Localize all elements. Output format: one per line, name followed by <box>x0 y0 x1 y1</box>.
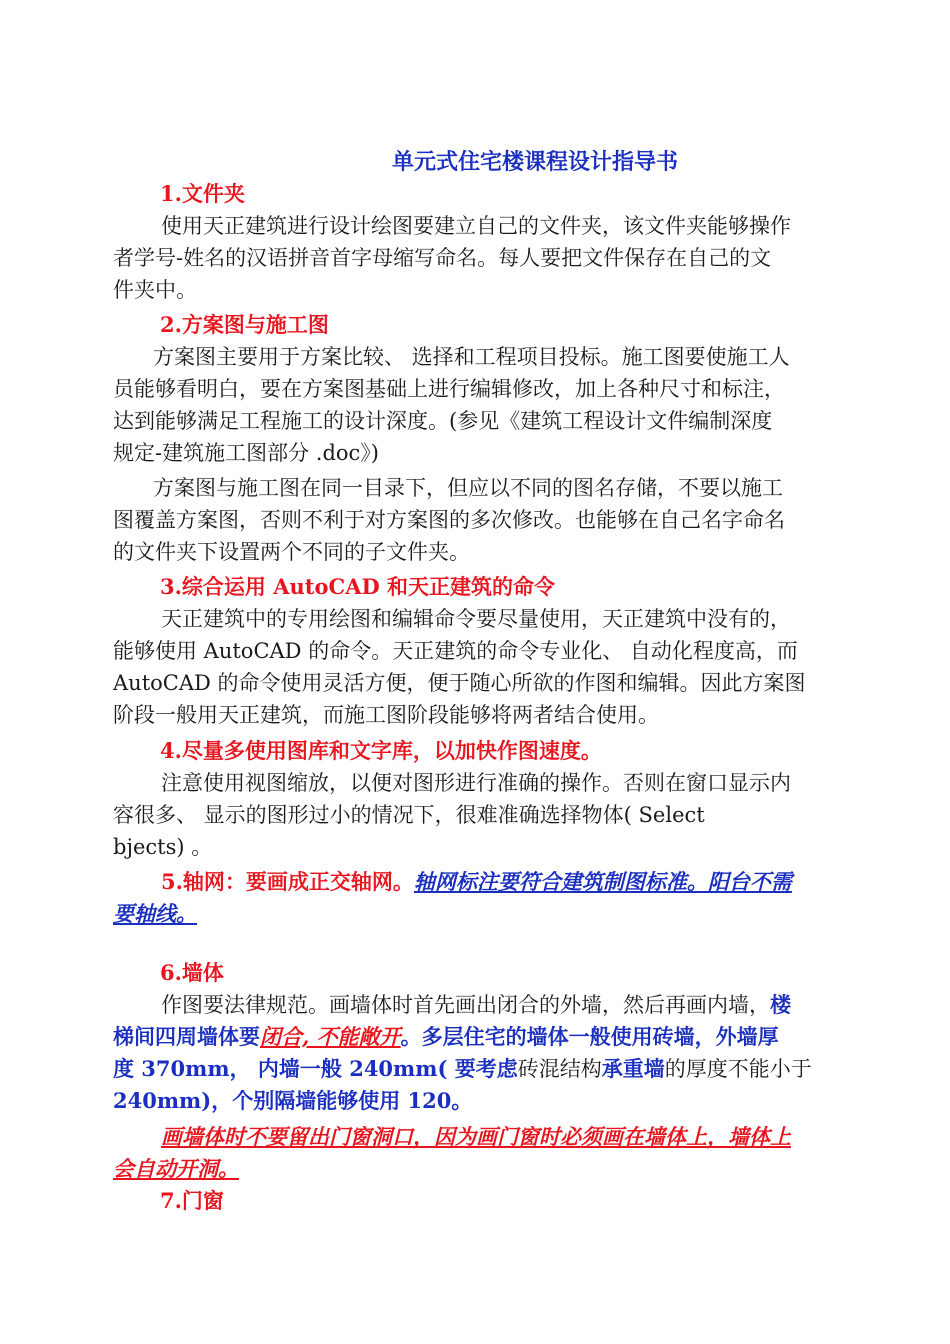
section-2-heading: 2.方案图与施工图 <box>160 312 329 337</box>
section-6-note <box>113 1121 860 1185</box>
section-5-heading-red: 5.轴网：要画成正交轴网。 <box>161 869 414 894</box>
section-6-paragraph <box>113 989 860 1117</box>
section-2-paragraph-1 <box>113 341 860 469</box>
text-line: 天正建筑中的专用绘图和编辑命令要尽量使用，天正建筑中没有的， <box>161 607 791 631</box>
text-line: 件夹中。 <box>113 278 197 302</box>
text-line: AutoCAD 的命令使用灵活方便，便于随心所欲的作图和编辑。因此方案图 <box>113 671 806 695</box>
text-line: 使用天正建筑进行设计绘图要建立自己的文件夹，该文件夹能够操作 <box>161 214 791 238</box>
text-run-blue: 梯间四周墙体要 <box>113 1024 260 1049</box>
text-line: 达到能够满足工程施工的设计深度。(参见《建筑工程设计文件编制深度 <box>113 409 773 433</box>
text-line: 方案图主要用于方案比较、 选择和工程项目投标。施工图要使施工人 <box>153 345 790 369</box>
section-5-heading <box>113 866 860 930</box>
section-6-heading: 6.墙体 <box>160 960 224 985</box>
text-run-blue: 。多层住宅的墙体一般使用砖墙，外墙厚 <box>400 1024 779 1049</box>
text-run: 的厚度不能小于 <box>664 1057 812 1081</box>
text-line: bjects) 。 <box>113 835 213 859</box>
text-line: 员能够看明白，要在方案图基础上进行编辑修改，加上各种尺寸和标注， <box>113 377 785 401</box>
section-5-heading-blue: 轴网标注要符合建筑制图标准。阳台不需 <box>413 869 792 894</box>
section-3-paragraph <box>113 603 860 731</box>
section-3-heading: 3.综合运用 AutoCAD 和天正建筑的命令 <box>160 574 556 599</box>
section-4-heading: 4.尽量多使用图库和文字库，以加快作图速度。 <box>160 738 602 763</box>
text-run: 砖混结构 <box>517 1057 602 1081</box>
section-2-paragraph-2 <box>113 472 860 568</box>
text-run-blue: 承重墙 <box>601 1056 665 1081</box>
section-5-heading-blue-cont: 要轴线。 <box>113 901 197 926</box>
note-line: 画墙体时不要留出门窗洞口，因为画门窗时必须画在墙体上，墙体上 <box>161 1124 791 1149</box>
text-line: 注意使用视图缩放，以便对图形进行准确的操作。否则在窗口显示内 <box>161 771 791 795</box>
text-run-blue: 度 370mm， 内墙一般 240mm( 要考虑 <box>113 1056 518 1081</box>
text-line: 的文件夹下设置两个不同的子文件夹。 <box>113 540 470 564</box>
text-run-blue: 楼 <box>770 992 791 1017</box>
section-4-paragraph <box>113 767 860 863</box>
text-run-red-italic: 闭合, 不能敞开 <box>260 1024 401 1049</box>
text-line: 图覆盖方案图，否则不利于对方案图的多次修改。也能够在自己名字命名 <box>113 508 785 532</box>
text-line: 容很多、 显示的图形过小的情况下，很难准确选择物体( Select <box>113 803 705 827</box>
page-title: 单元式住宅楼课程设计指导书 <box>391 149 678 175</box>
text-line: 能够使用 AutoCAD 的命令。天正建筑的命令专业化、 自动化程度高，而 <box>113 639 798 663</box>
note-line: 会自动开洞。 <box>113 1156 239 1181</box>
section-7-heading: 7.门窗 <box>160 1188 224 1213</box>
text-run-blue: 240mm)，个别隔墙能够使用 120。 <box>113 1088 473 1113</box>
section-1-heading: 1.文件夹 <box>160 181 245 206</box>
text-line: 阶段一般用天正建筑，而施工图阶段能够将两者结合使用。 <box>113 703 659 727</box>
text-run: 作图要法律规范。画墙体时首先画出闭合的外墙，然后再画内墙， <box>161 993 770 1017</box>
text-line: 方案图与施工图在同一目录下，但应以不同的图名存储，不要以施工 <box>153 476 783 500</box>
text-line: 规定-建筑施工图部分 .doc》) <box>113 441 379 465</box>
section-1-paragraph <box>113 210 860 306</box>
text-line: 者学号-姓名的汉语拼音首字母缩写命名。每人要把文件保存在自己的文 <box>113 246 772 270</box>
